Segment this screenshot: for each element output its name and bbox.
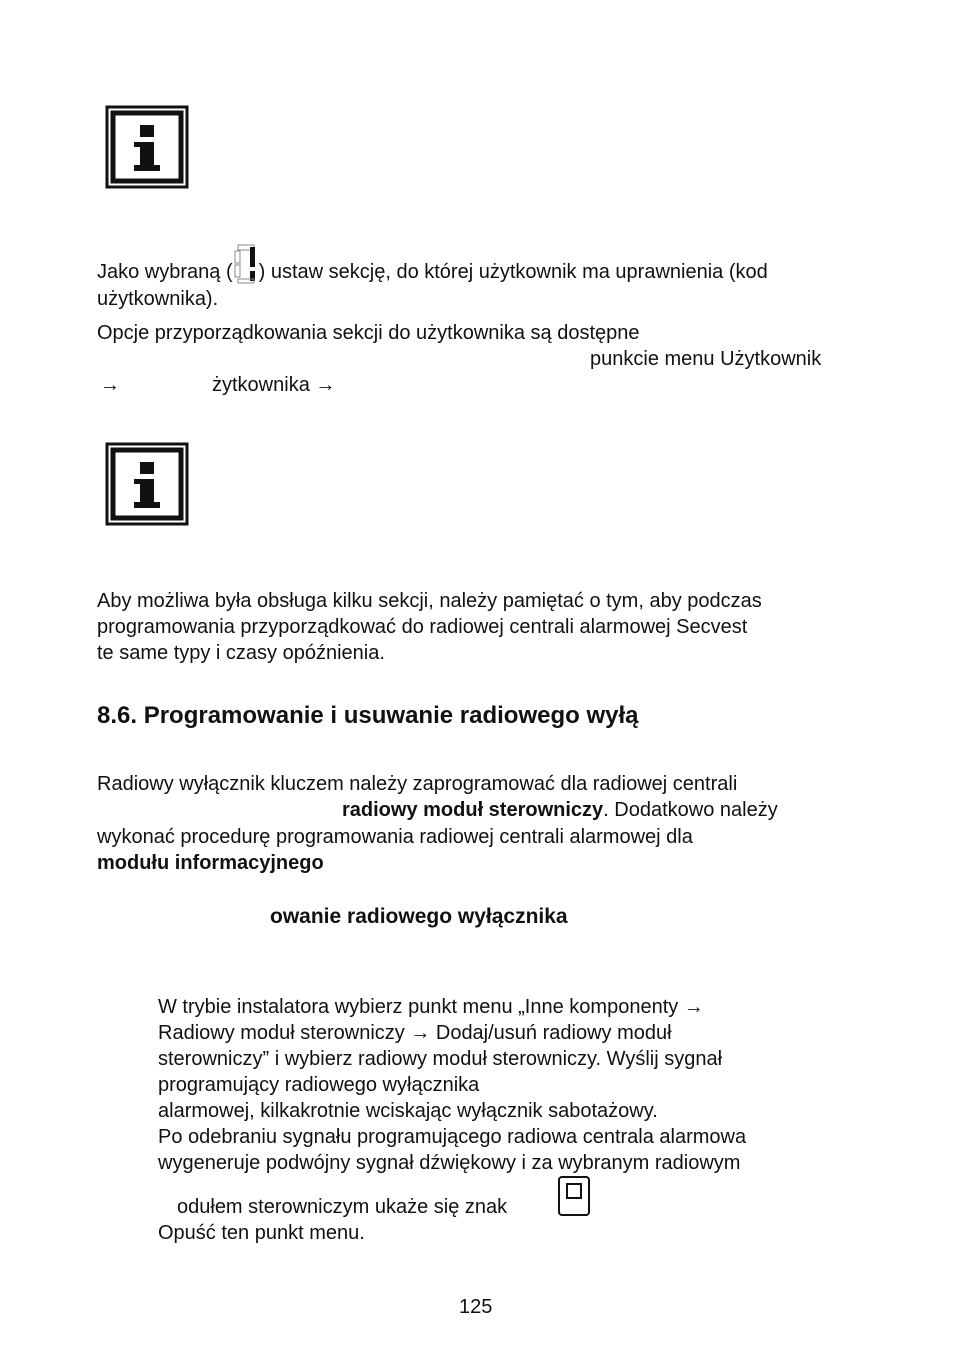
page-number: 125: [459, 1296, 493, 1318]
step-line7: wygeneruje podwójny sygnał dźwiękowy i za wybranym radiowym: [158, 1152, 741, 1174]
subheading: owanie radiowego wyłącznika: [270, 905, 568, 928]
section-p1-line1: Radiowy wyłącznik kluczem należy zaprogramować dla radiowej centrali: [97, 773, 738, 795]
step-line5: alarmowej, kilkakrotnie wciskając wyłącznik sabotażowy.: [158, 1100, 658, 1122]
note1-line4: punkcie menu Użytkownik: [590, 348, 822, 370]
step-line1: W trybie instalatora wybierz punkt menu „Inne komponenty →: [158, 996, 704, 1018]
note1-line3: Opcje przyporządkowania sekcji do użytkownika są dostępne: [97, 322, 640, 344]
info-icon: [105, 105, 189, 189]
note1-line2: użytkownika).: [97, 288, 219, 310]
step-line6: Po odebraniu sygnału programującego radiowa centrala alarmowa: [158, 1126, 747, 1148]
segment-digit-icon: [233, 243, 259, 285]
step-line4: programujący radiowego wyłącznika: [158, 1074, 480, 1096]
checkbox-square-icon: [557, 1175, 591, 1217]
note2-line1: Aby możliwa była obsługa kilku sekcji, należy pamiętać o tym, aby podczas: [97, 590, 762, 612]
note1-line5: żytkownika →: [212, 374, 336, 396]
section-p1-line2: radiowy moduł sterowniczy. Dodatkowo należy: [342, 799, 778, 821]
section-heading: 8.6. Programowanie i usuwanie radiowego wyłą: [97, 702, 639, 729]
step-line8: odułem sterowniczym ukaże się znak: [177, 1196, 508, 1218]
section-p1-line3: wykonać procedurę programowania radiowej centrali alarmowej dla: [97, 826, 693, 848]
note1-line1: Jako wybraną ( ) ustaw sekcję, do której użytkownik ma uprawnienia (kod: [97, 259, 768, 285]
section-p1-line4: modułu informacyjnego: [97, 852, 324, 874]
info-icon: [105, 442, 189, 526]
note2-line3: te same typy i czasy opóźnienia.: [97, 642, 385, 664]
step-line9: Opuść ten punkt menu.: [158, 1222, 365, 1244]
step-line2: Radiowy moduł sterowniczy → Dodaj/usuń radiowy moduł: [158, 1022, 672, 1044]
step-line3: sterowniczy” i wybierz radiowy moduł sterowniczy. Wyślij sygnał: [158, 1048, 723, 1070]
note2-line2: programowania przyporządkować do radiowej centrali alarmowej Secvest: [97, 616, 748, 638]
arrow-glyph: →: [100, 374, 120, 396]
